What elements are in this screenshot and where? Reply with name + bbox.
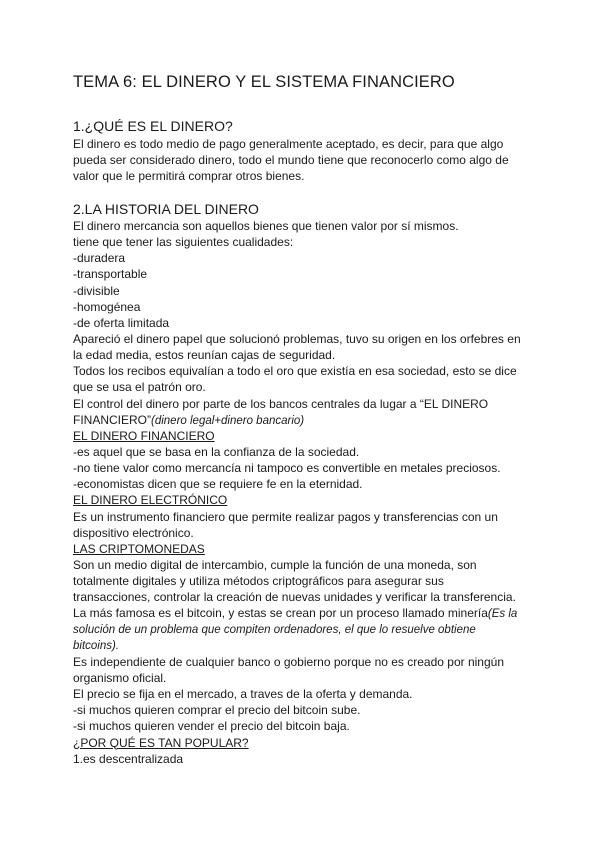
- list-item: -si muchos quieren vender el precio del bitcoin baja.: [73, 719, 350, 734]
- paragraph-line: El dinero mercancia son aquellos bienes que tienen valor por sí mismos.: [73, 219, 459, 233]
- list-item: -homogénea: [73, 299, 141, 314]
- list-item: -divisible: [73, 283, 120, 298]
- italic-note: (dinero legal+dinero bancario): [151, 414, 305, 427]
- subheading-por-que-popular: ¿POR QUÉ ES TAN POPULAR?: [73, 735, 249, 750]
- section-2-body: [73, 218, 533, 767]
- paragraph-text: FINANCIERO”: [73, 412, 151, 427]
- paragraph-line: que se usa el patrón oro.: [73, 380, 206, 395]
- subheading-dinero-financiero: EL DINERO FINANCIERO: [73, 428, 215, 443]
- paragraph-line: El control del dinero por parte de los bancos centrales da lugar a “EL DINERO: [73, 396, 489, 411]
- paragraph-line: Son un medio digital de intercambio, cumple la función de una moneda, son: [73, 557, 477, 572]
- paragraph-line: valor que le permitirá comprar otros bienes.: [73, 169, 305, 184]
- list-item: -de oferta limitada: [73, 315, 170, 330]
- list-item: -transportable: [73, 267, 148, 282]
- paragraph-line: El dinero es todo medio de pago generalmente aceptado, es decir, para que algo: [73, 137, 504, 151]
- paragraph-line: la edad media, estos reunían cajas de seguridad.: [73, 348, 336, 363]
- subheading-criptomonedas: LAS CRIPTOMONEDAS: [73, 541, 205, 556]
- section-2-heading: 2.LA HISTORIA DEL DINERO: [73, 201, 259, 217]
- paragraph-line: transacciones, controlar la creación de nuevas unidades y verificar la transferencia.: [73, 590, 516, 605]
- paragraph-line: Apareció el dinero papel que solucionó problemas, tuvo su origen en los orfebres en: [73, 331, 521, 346]
- list-item: -es aquel que se basa en la confianza de la sociedad.: [73, 444, 360, 459]
- paragraph-line: Es independiente de cualquier banco o gobierno porque no es creado por ningún: [73, 654, 504, 669]
- paragraph-text: La más famosa es el bitcoin, y estas se crean por un proceso llamado minería: [73, 606, 488, 621]
- paragraph-line: dispositivo electrónico.: [73, 525, 194, 540]
- section-1-body: [73, 136, 533, 184]
- paragraph-line: Todos los recibos equivalían a todo el oro que existía en esa sociedad, esto se dice: [73, 364, 517, 379]
- paragraph-line: pueda ser considerado dinero, todo el mundo tiene que reconocerlo como algo de: [73, 153, 509, 168]
- list-item: -duradera: [73, 251, 126, 266]
- list-item: 1.es descentralizada: [73, 751, 184, 766]
- list-item: -no tiene valor como mercancía ni tampoco es convertible en metales preciosos.: [73, 461, 501, 476]
- paragraph-line: Es un instrumento financiero que permite realizar pagos y transferencias con un: [73, 509, 498, 524]
- list-item: -economistas dicen que se requiere fe en la eternidad.: [73, 477, 363, 492]
- paragraph-line: totalmente digitales y utiliza métodos criptográficos para asegurar sus: [73, 574, 444, 589]
- document-title: TEMA 6: EL DINERO Y EL SISTEMA FINANCIERO: [73, 73, 455, 91]
- paragraph-line: organismo oficial.: [73, 670, 167, 685]
- paragraph-line: [73, 605, 533, 621]
- section-1-heading: 1.¿QUÉ ES EL DINERO?: [73, 118, 233, 134]
- italic-note: (Es la: [487, 608, 518, 621]
- subheading-dinero-electronico: EL DINERO ELECTRÓNICO: [73, 493, 228, 508]
- italic-note: bitcoins).: [73, 639, 120, 652]
- list-item: -si muchos quieren comprar el precio del bitcoin sube.: [73, 703, 361, 718]
- italic-note: solución de un problema que compiten ordenadores, el que lo resuelve obtiene: [73, 623, 476, 636]
- paragraph-line: El precio se fija en el mercado, a traves de la oferta y demanda.: [73, 687, 413, 702]
- paragraph-line: tiene que tener las siguientes cualidades:: [73, 235, 294, 250]
- paragraph-line: [73, 412, 533, 428]
